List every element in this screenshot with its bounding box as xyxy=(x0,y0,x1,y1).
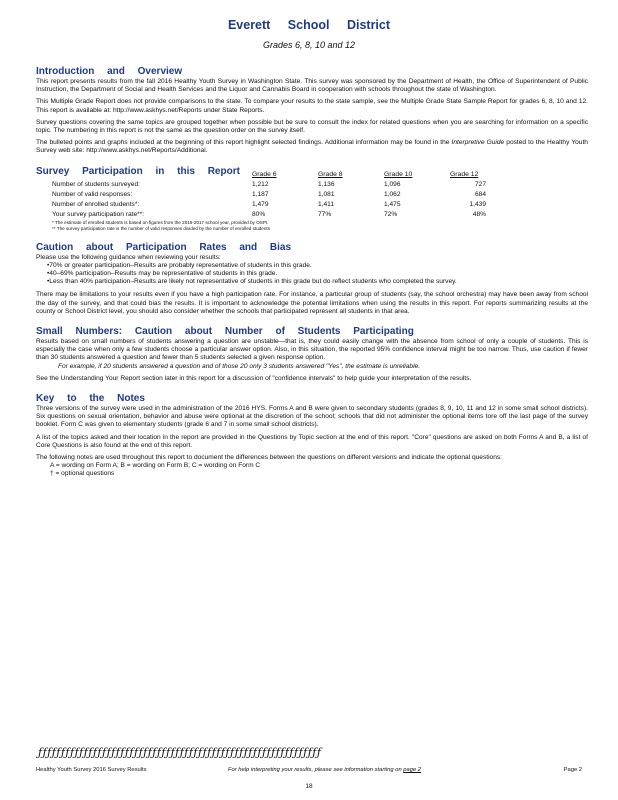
intro-p4-tail: posted to the Healthy Youth Survey web site: http://www.askhys.net/Reports/Additional. xyxy=(36,139,588,155)
note-optional: † = optional questions xyxy=(50,470,115,478)
key-paragraph-2: A list of the topics asked and their location in the report are provided in the Questions by Topic section at the end of this report. "Core" questions are asked on both Forms A and B, a list of Core Questions is also found at the end of this report. xyxy=(36,433,588,449)
footer-help-label: For help interpreting your results, please see information starting on xyxy=(228,767,404,773)
page-number: 18 xyxy=(305,783,313,790)
row-label: Number of valid responses: xyxy=(52,191,133,199)
table-row xyxy=(36,210,486,220)
table-cell: 80% xyxy=(252,211,266,219)
table-cell: 1,062 xyxy=(384,191,401,199)
table-row xyxy=(36,180,486,190)
key-section xyxy=(36,393,588,479)
small-numbers-section xyxy=(36,326,588,383)
table-cell: 1,212 xyxy=(252,181,269,189)
intro-paragraph-2: This Multiple Grade Report does not provide comparisons to the state. To compare your results to the state sample, see the Multiple Grade State Sample Report for grades 6, 8, 10 and 12. This report is available at: http://www.askhys.net/Reports under State Reports. xyxy=(36,98,588,114)
small-numbers-paragraph: Results based on small numbers of students answering a question are unstable—that is, they could easily change with the absence from school of only a couple of students. This is especially the case when only a few students choose a particular answer option. Also, in this situation, the reported 95% confidence interval might be too narrow. Thus, use caution if fewer than 30 students answered a question and fewer than 5 students selected a given response option. xyxy=(36,338,588,362)
footer-page-link[interactable]: page 2 xyxy=(403,767,422,773)
intro-paragraph-1: This report presents results from the fall 2016 Healthy Youth Survey in Washington State. This survey was sponsored by the Department of Health, the Office of Superintendent of Public Instruction, the Department of Social and Health Services and the Liquor and Cannabis Board in cooperation with schools throughout the state of Washington. xyxy=(36,78,588,94)
report-content xyxy=(36,66,588,489)
participation-table xyxy=(36,180,486,220)
table-cell: 1,136 xyxy=(318,181,335,189)
footer-help-text xyxy=(228,767,421,773)
page-subtitle: Grades 6, 8, 10 and 12 xyxy=(262,40,356,50)
interpretive-guide-link[interactable]: Interpretive Guide xyxy=(451,139,505,147)
table-cell: 1,439 xyxy=(469,201,486,209)
col-grade-10: Grade 10 xyxy=(384,170,413,178)
caution-intro: Please use the following guidance when reviewing your results: xyxy=(36,253,221,261)
table-cell: 48% xyxy=(472,211,486,219)
key-heading: Key to the Notes xyxy=(36,393,145,405)
key-paragraph-3: The following notes are used throughout this report to document the differences between the questions on different versions and indicate the optional questions: xyxy=(36,454,503,462)
table-cell: 1,096 xyxy=(384,181,401,189)
caution-paragraph: There may be limitations to your results even if you have a high participation rate. For instance, a particular group of students (say, the school orchestra) may have been away from school the day of the survey, and that could bias the results. It is important to acknowledge the potential limitations when using the results in this report. For reports summarizing results at the county or School District level, you should also consider whether the schools that participated represent all students in that area. xyxy=(36,291,588,315)
table-row xyxy=(36,200,486,210)
col-grade-6: Grade 6 xyxy=(252,170,277,178)
table-cell: 1,081 xyxy=(318,191,335,199)
table-cell: 1,475 xyxy=(384,201,401,209)
participation-heading: Survey Participation in this Report xyxy=(36,165,240,177)
caution-heading: Caution about Participation Rates and Bias xyxy=(36,241,292,253)
table-cell: 77% xyxy=(318,211,332,219)
table-row xyxy=(36,190,486,200)
bullet-less-40: •Less than 40% participation–Results are likely not representative of students in this grade but do reflect students who completed the survey. xyxy=(47,278,457,286)
bullet-40-69: •40–69% participation–Results may be representative of students in this grade. xyxy=(47,270,278,278)
intro-heading: Introduction and Overview xyxy=(36,66,183,77)
col-grade-8: Grade 8 xyxy=(318,170,343,178)
page-title: Everett School District xyxy=(227,18,391,32)
col-grade-12: Grade 12 xyxy=(450,170,479,178)
participation-section xyxy=(36,166,588,232)
note-form-wording: A = wording on Form A; B = wording on Form B; C = wording on Form C xyxy=(50,462,261,470)
participation-header xyxy=(36,166,588,178)
small-numbers-see-also: See the Understanding Your Report section later in this report for a discussion of "confidence intervals" to help guide your interpretation of the results. xyxy=(36,374,472,382)
caution-section xyxy=(36,242,588,316)
footnote-rate: ** The survey participation rate is the number of valid responses divided by the number of enrolled students xyxy=(52,225,270,231)
small-numbers-heading: Small Numbers: Caution about Number of Students Participating xyxy=(36,326,414,338)
footer-page-label: Page 2 xyxy=(563,767,582,773)
footer-survey-title: Healthy Youth Survey 2016 Survey Results xyxy=(36,767,147,773)
table-cell: 1,187 xyxy=(252,191,269,199)
table-cell: 1,411 xyxy=(318,201,335,209)
small-numbers-example: For example, if 20 students answered a question and of those 20 only 3 students answered "Yes", the estimate is unreliable. xyxy=(58,362,421,370)
footer-decoration: ƒƒƒƒƒƒƒƒƒƒƒƒƒƒƒƒƒƒƒƒƒƒƒƒƒƒƒƒƒƒƒƒƒƒƒƒƒƒƒƒƒƒƒƒƒƒƒƒƒƒƒƒƒƒƒƒƒƒƒƒƒƒ xyxy=(38,746,322,759)
intro-p4-text: The bulleted points and graphs included at the beginning of this report highlight selected findings. Additional information may be found in the xyxy=(36,139,452,147)
table-cell: 684 xyxy=(474,191,486,199)
row-label: Your survey participation rate**: xyxy=(52,211,145,219)
intro-paragraph-3: Survey questions covering the same topics are grouped together when possible but be sure to consult the index for related questions when you are searching for information on a specific topic. The numbering in this report is not the same as the question order on the survey itself. xyxy=(36,118,588,135)
table-cell: 72% xyxy=(384,211,398,219)
row-label: Number of students surveyed: xyxy=(52,181,140,189)
table-cell: 727 xyxy=(474,181,486,189)
bullet-70: •70% or greater participation–Results are probably representative of students in this grade. xyxy=(47,261,312,269)
footnote-enrolled: * The estimate of enrolled students is based on figures from the 2016-2017 school year, provided by OSPI. xyxy=(52,219,269,225)
key-paragraph-1: Three versions of the survey were used in the administration of the 2016 HYS. Forms A and B were given to secondary students (grades 8, 9, 10, 11 and 12 in some small school districts). Six questions on sexual orientation, behavior and abuse were optional at the discretion of the school; schools that did not administer the optional items tore off the last page of the survey booklet. Form C was given to elementary students (grade 6 and 7 in some small school districts). xyxy=(36,405,588,429)
row-label: Number of enrolled students*: xyxy=(52,201,140,209)
intro-section xyxy=(36,66,588,156)
intro-paragraph-4 xyxy=(36,139,588,155)
table-cell: 1,479 xyxy=(252,201,269,209)
